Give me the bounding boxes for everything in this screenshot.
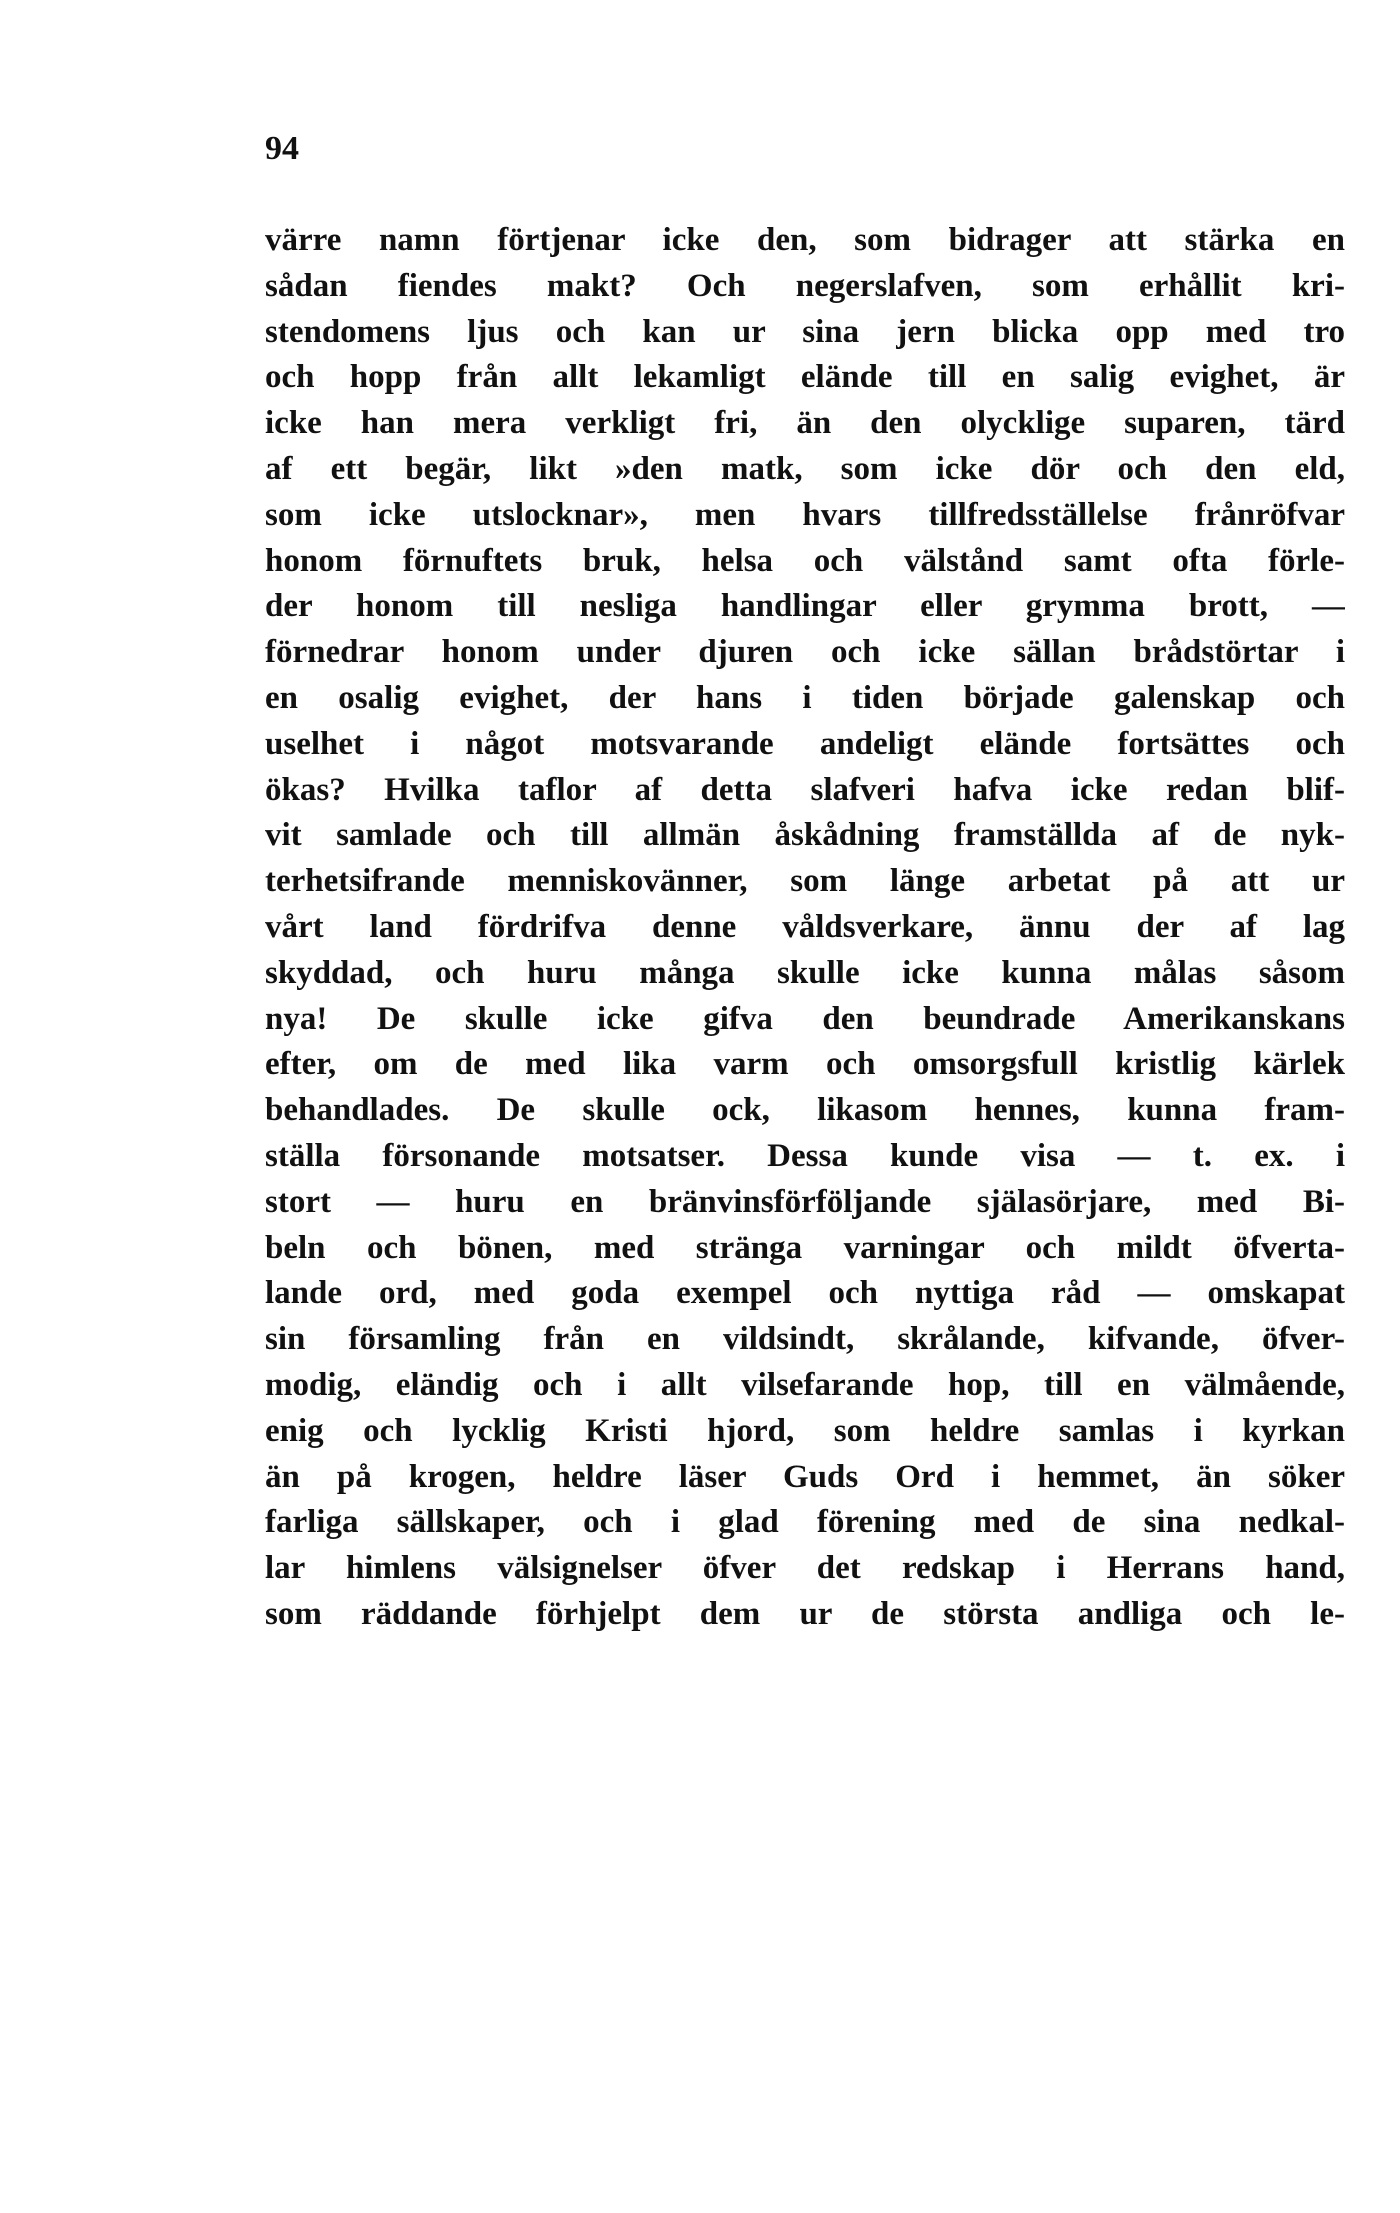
text-line: af ett begär, likt »den matk, som icke dör och den eld, — [265, 450, 1345, 487]
text-line: värre namn förtjenar icke den, som bidrager att stärka en — [265, 222, 1345, 258]
text-line: farliga sällskaper, och i glad förening med de sina nedkal- — [265, 1504, 1345, 1541]
text-line: behandlades. De skulle ock, likasom hennes, kunna fram- — [265, 1092, 1345, 1129]
text-line: icke han mera verkligt fri, än den olycklige suparen, tärd — [265, 405, 1345, 442]
text-line: en osalig evighet, der hans i tiden började galenskap och — [265, 679, 1345, 716]
text-line: modig, eländig och i allt vilsefarande hop, till en välmående, — [265, 1366, 1345, 1403]
text-line: honom förnuftets bruk, helsa och välstånd samt ofta förle- — [265, 542, 1345, 579]
text-line: vit samlade och till allmän åskådning framställda af de nyk- — [265, 817, 1345, 854]
text-line: uselhet i något motsvarande andeligt elände fortsättes och — [265, 725, 1345, 762]
body-text — [265, 218, 1345, 1638]
text-line: lar himlens välsignelser öfver det redskap i Herrans hand, — [265, 1550, 1345, 1587]
text-line: vårt land fördrifva denne våldsverkare, ännu der af lag — [265, 908, 1345, 945]
text-line: och hopp från allt lekamligt elände till en salig evighet, är — [265, 359, 1345, 396]
text-line: sådan fiendes makt? Och negerslafven, som erhållit kri- — [265, 267, 1345, 304]
text-line: beln och bönen, med stränga varningar och mildt öfverta- — [265, 1229, 1345, 1266]
text-line: stort — huru en bränvinsförföljande själasörjare, med Bi- — [265, 1183, 1345, 1220]
text-line: terhetsifrande menniskovänner, som länge arbetat på att ur — [265, 863, 1345, 900]
text-line: stendomens ljus och kan ur sina jern blicka opp med tro — [265, 313, 1345, 350]
text-line: ökas? Hvilka taflor af detta slafveri hafva icke redan blif- — [265, 771, 1345, 808]
text-line: än på krogen, heldre läser Guds Ord i hemmet, än söker — [265, 1458, 1345, 1495]
text-line: der honom till nesliga handlingar eller grymma brott, — — [265, 588, 1345, 625]
text-line: sin församling från en vildsindt, skrålande, kifvande, öfver- — [265, 1321, 1345, 1358]
text-line: nya! De skulle icke gifva den beundrade Amerikanskans — [265, 1000, 1345, 1037]
text-line: efter, om de med lika varm och omsorgsfull kristlig kärlek — [265, 1046, 1345, 1083]
text-line: ställa försonande motsatser. Dessa kunde visa — t. ex. i — [265, 1137, 1345, 1174]
text-line: lande ord, med goda exempel och nyttiga råd — omskapat — [265, 1275, 1345, 1312]
page-number: 94 — [265, 130, 299, 167]
text-line: som räddande förhjelpt dem ur de största andliga och le- — [265, 1595, 1345, 1632]
text-line: förnedrar honom under djuren och icke sällan brådstörtar i — [265, 634, 1345, 671]
text-line: enig och lycklig Kristi hjord, som heldre samlas i kyrkan — [265, 1412, 1345, 1449]
text-line: som icke utslocknar», men hvars tillfredsställelse frånröfvar — [265, 496, 1345, 533]
text-line: skyddad, och huru många skulle icke kunna målas såsom — [265, 954, 1345, 991]
